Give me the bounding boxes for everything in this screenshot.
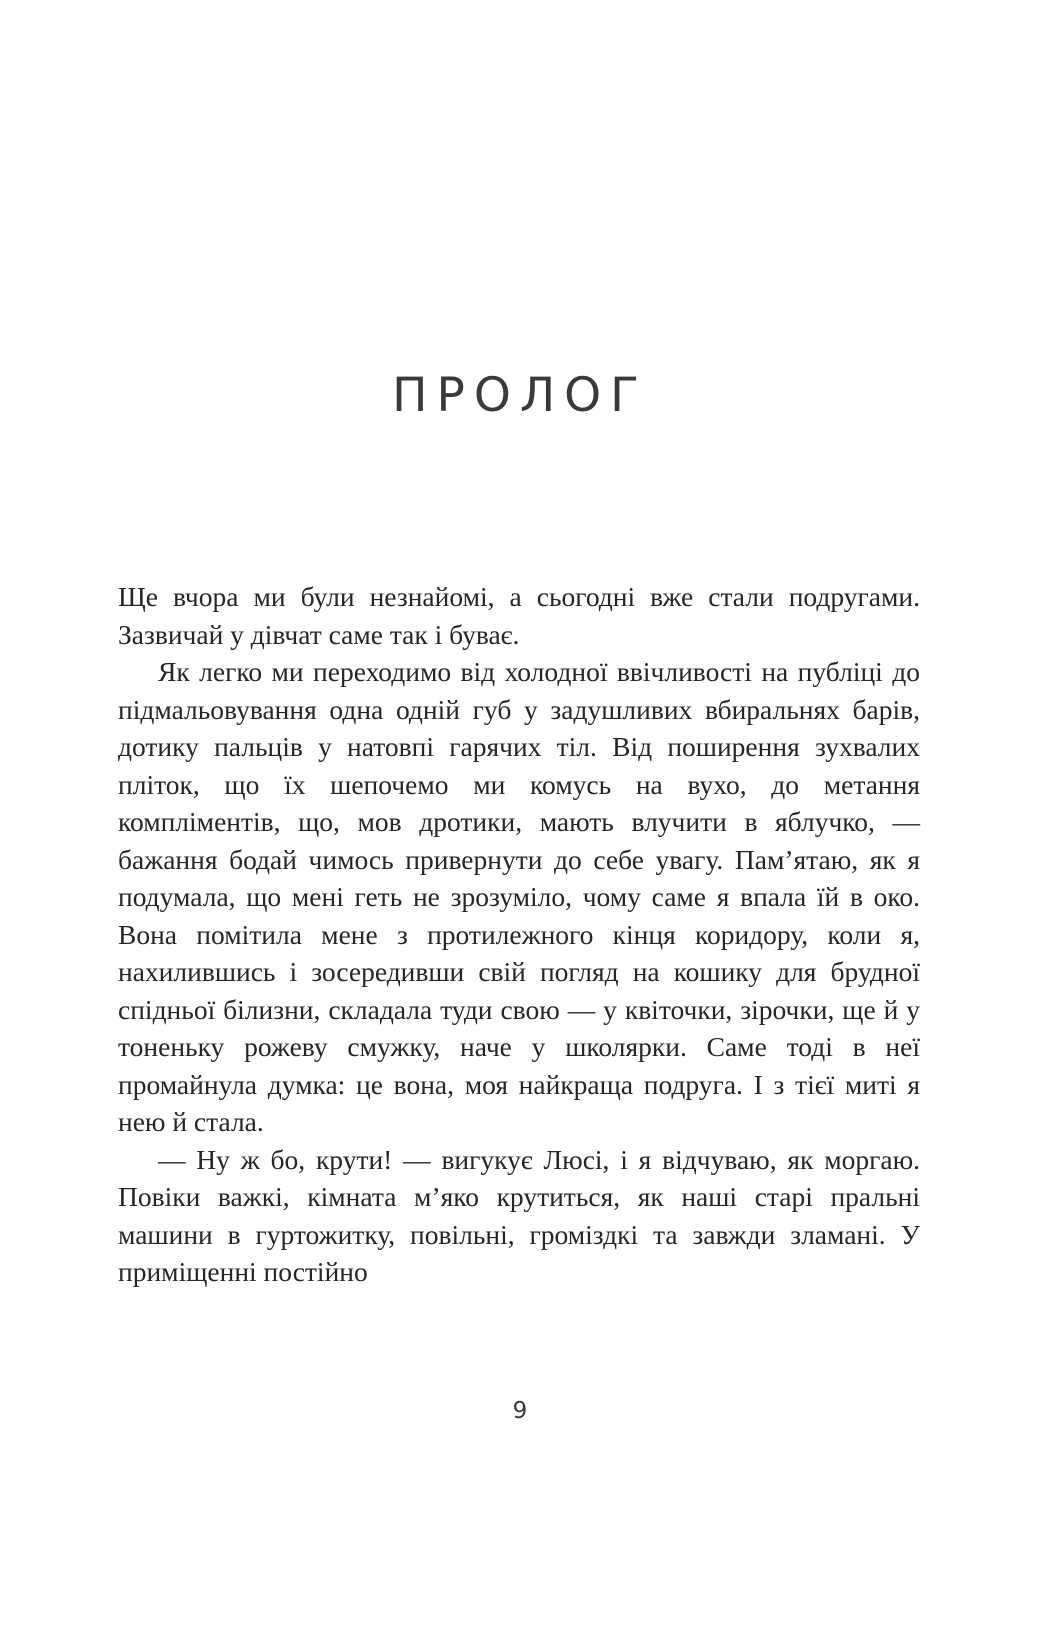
chapter-title: ПРОЛОГ — [392, 368, 648, 423]
paragraph: Як легко ми переходимо від холодної ввічливості на публіці до підмальовування одна одній губ у задушливих вбиральнях барів, дотику пальців у натовпі гарячих тіл. Від поширення зухвалих пліток, що їх шепочемо ми комусь на вухо, до метання компліментів, що, мов дротики, мають влучити в яблучко, — бажання бодай чимось привернути до себе увагу. Пам’ятаю, як я подумала, що мені геть не зрозуміло, чому саме я впала їй в око. Вона помітила мене з протилежного кінця коридору, коли я, нахилившись і зосередивши свій погляд на кошику для брудної спідньої білизни, складала туди свою — у квіточки, зірочки, ще й у тоненьку рожеву смужку, наче у школярки. Саме тоді в неї промайнула думка: це вона, моя найкраща подруга. І з тієї миті я нею й стала. — [118, 656, 920, 1137]
paragraph: — Ну ж бо, крути! — вигукує Люсі, і я відчуваю, як моргаю. Повіки важкі, кімната м’яко крутиться, як наші старі пральні машини в гуртожитку, повільні, громіздкі та завжди зламані. У приміщенні постійно — [118, 1143, 920, 1287]
page-number: 9 — [512, 1398, 528, 1424]
paragraph: Ще вчора ми були незнайомі, а сьогодні вже стали подругами. Зазвичай у дівчат саме так і буває. — [118, 581, 920, 650]
body-text — [118, 578, 920, 1291]
